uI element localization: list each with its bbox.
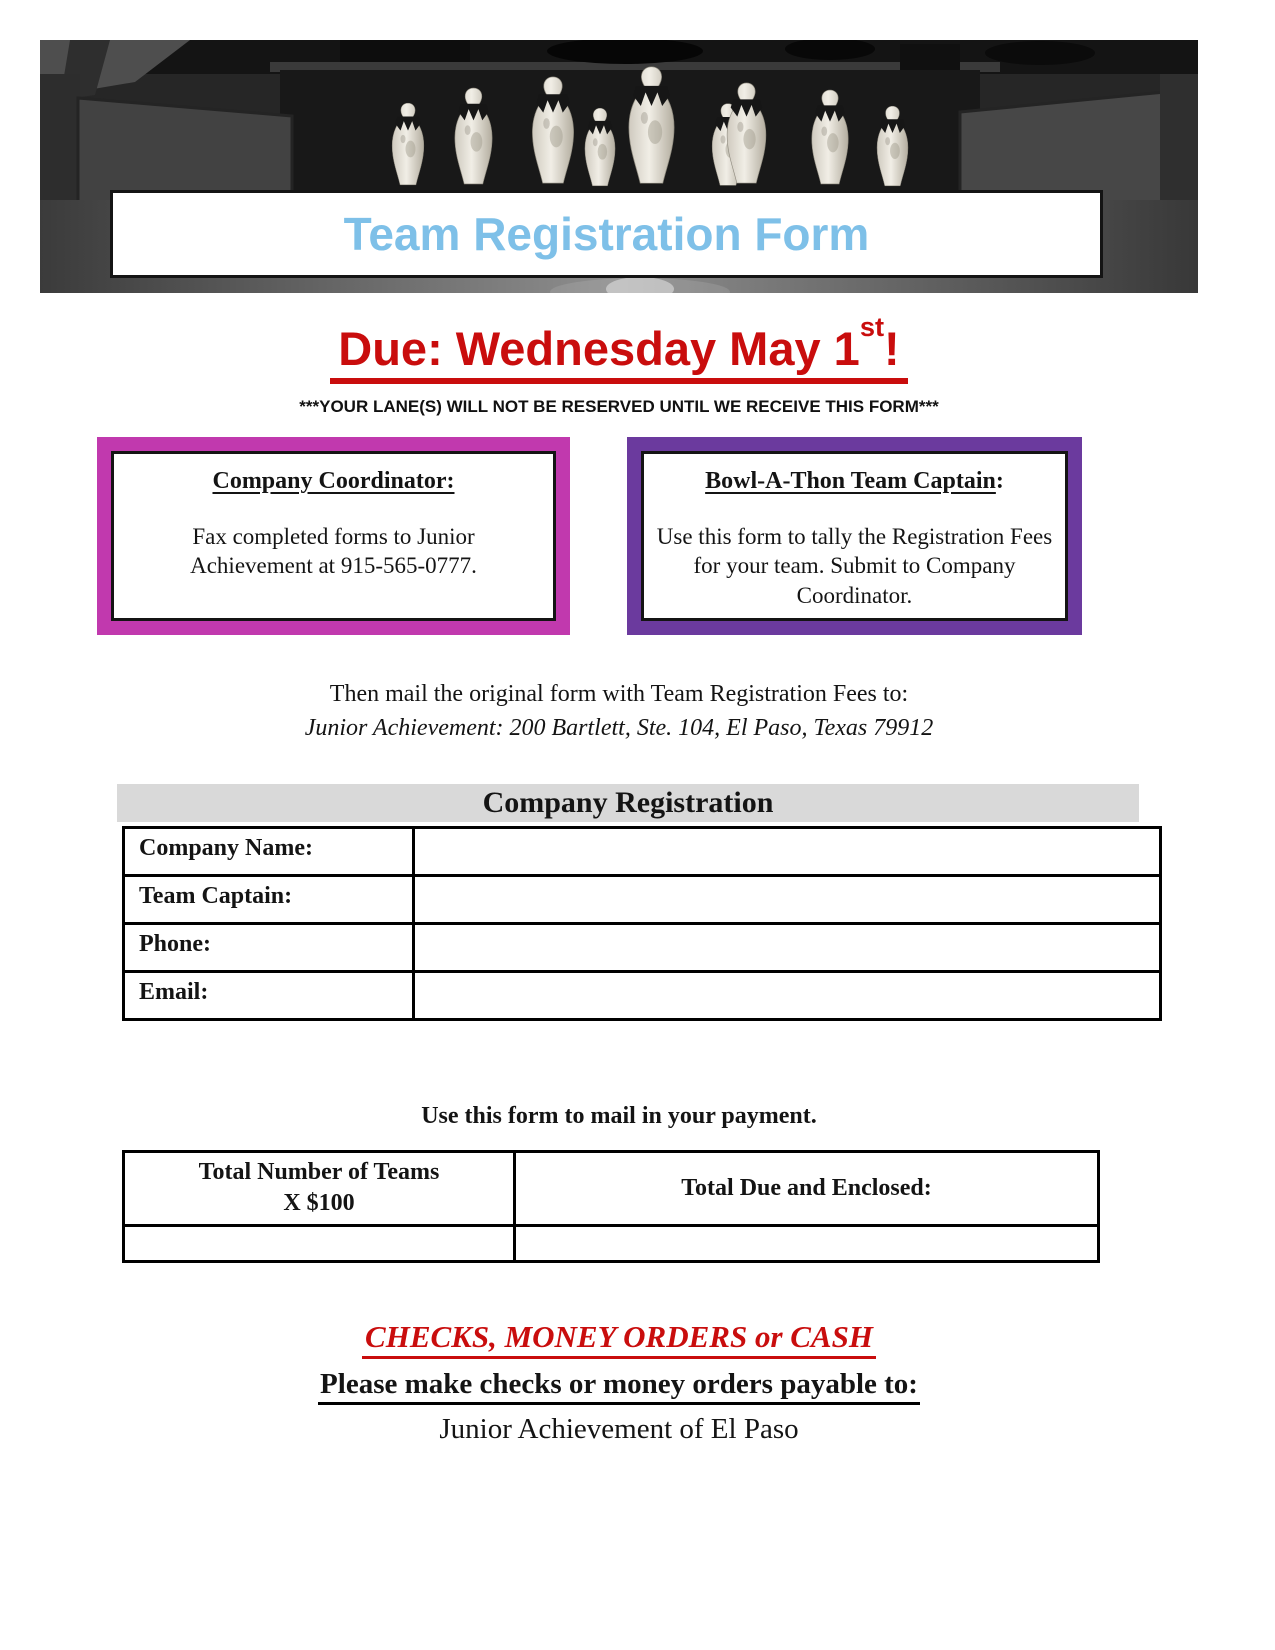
payment-instruction: Use this form to mail in your payment. — [421, 1103, 817, 1130]
email-field[interactable] — [414, 972, 1161, 1020]
payment-header-row — [124, 1152, 1099, 1225]
captain-heading: Bowl-A-Thon Team Captain: — [705, 467, 1004, 494]
table-row — [124, 876, 1161, 924]
lane-warning: ***YOUR LANE(S) WILL NOT BE RESERVED UNTIL WE RECEIVE THIS FORM*** — [299, 396, 939, 416]
table-row — [124, 828, 1161, 876]
title-box — [110, 190, 1103, 278]
payment-col-due-header: Total Due and Enclosed: — [515, 1152, 1099, 1225]
company-name-field[interactable] — [414, 828, 1161, 876]
coordinator-body: Fax completed forms to Junior Achievement at 915-565-0777. — [190, 523, 477, 579]
payment-table — [122, 1150, 1100, 1262]
row-label-team-captain: Team Captain: — [124, 876, 414, 924]
registration-title: Company Registration — [482, 786, 774, 820]
page-title: Team Registration Form — [343, 208, 870, 260]
registration-header — [117, 784, 1139, 822]
captain-box — [627, 437, 1082, 635]
info-boxes — [97, 437, 1198, 635]
due-date-exclaim: ! — [884, 322, 900, 375]
banner — [40, 40, 1198, 293]
row-label-email: Email: — [124, 972, 414, 1020]
row-label-phone: Phone: — [124, 924, 414, 972]
payment-methods-footer — [40, 1319, 1198, 1446]
due-date-main: Due: Wednesday May 1 — [338, 322, 860, 375]
mail-line: Then mail the original form with Team Registration Fees to: — [329, 680, 909, 707]
payable-notice: Please make checks or money orders payable to: — [318, 1368, 920, 1405]
team-captain-field[interactable] — [414, 876, 1161, 924]
total-due-field[interactable] — [515, 1225, 1099, 1261]
coordinator-box — [97, 437, 570, 635]
registration-table — [122, 826, 1162, 1021]
due-heading — [40, 311, 1198, 384]
due-date-ordinal: st — [859, 311, 885, 343]
mail-address: Junior Achievement: 200 Bartlett, Ste. 104, El Paso, Texas 79912 — [304, 715, 934, 742]
phone-field[interactable] — [414, 924, 1161, 972]
teams-count-field[interactable] — [124, 1225, 515, 1261]
table-row — [124, 924, 1161, 972]
due-date-text — [330, 311, 907, 384]
table-row — [124, 972, 1161, 1020]
checks-notice: CHECKS, MONEY ORDERS or CASH — [362, 1319, 876, 1359]
form-body — [40, 311, 1198, 1446]
coordinator-heading: Company Coordinator: — [212, 467, 455, 494]
org-name: Junior Achievement of El Paso — [439, 1412, 799, 1445]
row-label-company-name: Company Name: — [124, 828, 414, 876]
payment-col-teams-header: Total Number of Teams X $100 — [124, 1152, 515, 1225]
payment-value-row — [124, 1225, 1099, 1261]
captain-body: Use this form to tally the Registration Fees for your team. Submit to Company Coordinator. — [656, 523, 1053, 608]
mail-instructions — [40, 677, 1198, 747]
